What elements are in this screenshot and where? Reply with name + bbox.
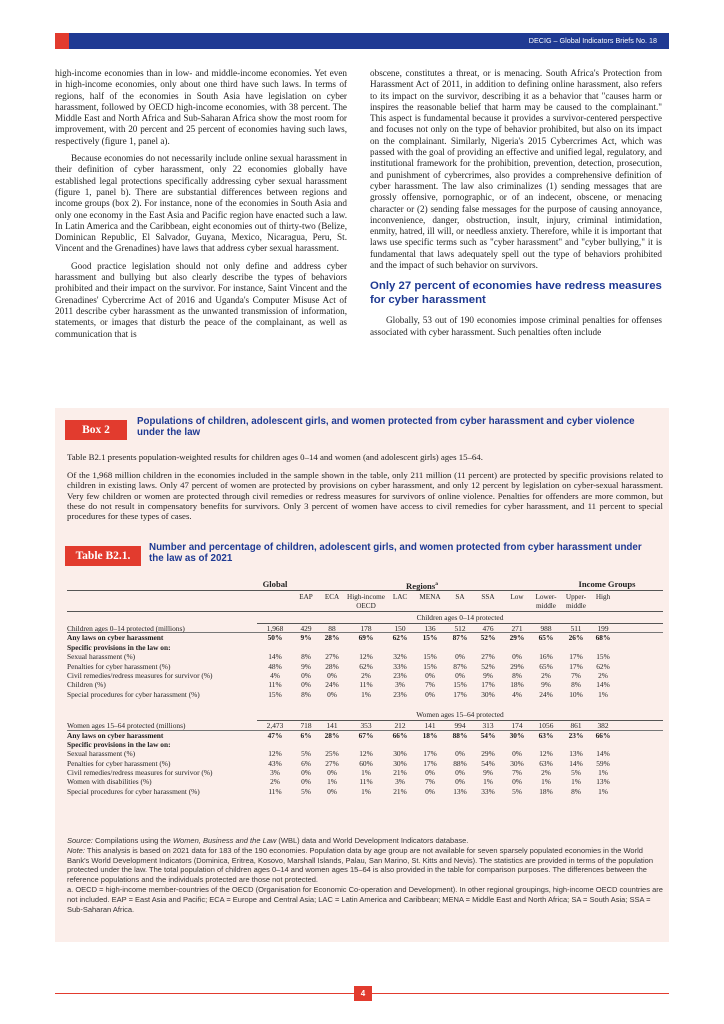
data-table [67, 580, 663, 796]
table-cell: 29% [509, 633, 525, 643]
row-label: Sexual harassment (%) [67, 652, 136, 662]
table-cell: 3% [395, 777, 405, 787]
table-cell: 0% [455, 652, 465, 662]
table-cell: 62% [596, 661, 610, 671]
table-cell: 512 [454, 624, 466, 633]
table-cell: 32% [393, 652, 407, 662]
box-paragraph: Of the 1,968 million children in the economies included in the sample shown in the table, only 211 million (11 percent) are protected by specific provisions related to children in existing laws. Only 47 percent of women are protected by provisions on cyber harassment, and only 12 percent by legislation on cyber-sexual harassment. Very few children or women are protected through civil remedies or redress measures for survivors of online violence. Penalties for offenders are more common, but these do not result in compensatory benefits for survivors. Only 3 percent of women have access to civil remedies for cyber harassment, and 11 percent to special procedures for these types of cases. [67, 470, 663, 522]
table-cell: 18% [539, 786, 553, 796]
box-label: Box 2 [65, 420, 127, 440]
table-cell: 48% [268, 661, 282, 671]
table-cell: 2% [598, 670, 608, 680]
table-cell: 15% [423, 661, 437, 671]
table-cell: 5% [301, 786, 311, 796]
table-cell: 87% [452, 633, 468, 643]
header-accent [55, 33, 69, 49]
table-cell: 13% [569, 749, 583, 759]
table-cell: 150 [394, 624, 406, 633]
table-cell: 8% [571, 786, 581, 796]
table-cell: 17% [481, 680, 495, 690]
table-cell: 1% [598, 768, 608, 778]
table-cell: 5% [301, 749, 311, 759]
table-cell: 2% [541, 768, 551, 778]
table-cell: 33% [481, 786, 495, 796]
table-cell: 0% [425, 768, 435, 778]
table-cell: 17% [569, 661, 583, 671]
table-cell: 10% [569, 689, 583, 699]
table-cell: 0% [425, 670, 435, 680]
table-cell: 13% [596, 777, 610, 787]
table-cell: 17% [569, 652, 583, 662]
table-cell: 511 [570, 624, 582, 633]
table-cell: 54% [481, 758, 495, 768]
table-cell: 212 [394, 721, 406, 731]
table-title: Number and percentage of children, adolescent girls, and women protected from cyber harassment under the law as of 2021 [149, 542, 642, 565]
table-cell: 0% [327, 689, 337, 699]
table-cell: 88% [452, 730, 468, 740]
table-cell: 6% [300, 730, 312, 740]
table-row [67, 624, 663, 633]
table-cell: 12% [359, 749, 373, 759]
table-cell: 3% [395, 680, 405, 690]
source-note: Source: Compilations using the Women, Business and the Law (WBL) data and World Development Indicators database. [67, 836, 469, 845]
table-cell: 27% [325, 758, 339, 768]
table-row [67, 768, 663, 777]
table-cell: 30% [393, 749, 407, 759]
table-cell: 15% [596, 652, 610, 662]
table-cell: 8% [301, 652, 311, 662]
table-cell: 28% [324, 633, 340, 643]
table-cell: 0% [327, 768, 337, 778]
table-cell: 1% [541, 777, 551, 787]
table-cell: 29% [510, 661, 524, 671]
table-cell: 178 [360, 624, 372, 633]
column-header: High-income OECD [347, 593, 385, 610]
table-cell: 14% [569, 758, 583, 768]
group-income: Income Groups [578, 579, 636, 589]
table-cell: 88% [453, 758, 467, 768]
page-number: 4 [354, 986, 372, 1001]
table-cell: 13% [453, 786, 467, 796]
table-cell: 718 [300, 721, 312, 731]
column-header: SSA [481, 593, 495, 601]
table-cell: 8% [301, 689, 311, 699]
table-cell: 0% [425, 689, 435, 699]
table-cell: 26% [568, 633, 584, 643]
table-cell: 136 [424, 624, 436, 633]
row-label: Civil remedies/redress measures for survivor (%) [67, 768, 213, 778]
table-cell: 66% [392, 730, 408, 740]
row-label: Penalties for cyber harassment (%) [67, 661, 171, 671]
table-row [67, 721, 663, 730]
table-cell: 52% [480, 633, 496, 643]
table-cell: 17% [453, 689, 467, 699]
table-row [67, 652, 663, 661]
table-cell: 47% [267, 730, 283, 740]
column-header: LAC [392, 593, 408, 601]
table-label: Table B2.1. [65, 546, 141, 566]
table-cell: 17% [423, 758, 437, 768]
table-cell: 12% [359, 652, 373, 662]
table-cell: 0% [327, 786, 337, 796]
table-cell: 15% [268, 689, 282, 699]
table-cell: 1% [361, 786, 371, 796]
table-cell: 68% [595, 633, 611, 643]
table-cell: 0% [301, 777, 311, 787]
table-cell: 24% [325, 680, 339, 690]
table-row [67, 749, 663, 758]
table-cell: 62% [392, 633, 408, 643]
table-cell: 11% [359, 777, 373, 787]
table-cell: 0% [455, 749, 465, 759]
table-cell: 23% [568, 730, 584, 740]
table-cell: 3% [270, 768, 280, 778]
table-cell: 30% [481, 689, 495, 699]
table-cell: 18% [422, 730, 438, 740]
table-cell: 861 [570, 721, 582, 731]
section-heading: Only 27 percent of economies have redress measures for cyber harassment [370, 280, 662, 307]
table-row [67, 671, 663, 680]
row-label: Children ages 0–14 protected (millions) [67, 624, 185, 633]
table-cell: 17% [423, 749, 437, 759]
table-cell: 0% [512, 749, 522, 759]
table-cell: 11% [359, 680, 373, 690]
table-cell: 23% [393, 689, 407, 699]
women-rows [67, 721, 663, 796]
table-cell: 69% [358, 633, 374, 643]
row-label: Special procedures for cyber harassment (%) [67, 689, 200, 699]
table-cell: 62% [359, 661, 373, 671]
table-cell: 1% [361, 689, 371, 699]
table-cell: 8% [571, 680, 581, 690]
table-cell: 271 [511, 624, 523, 633]
table-cell: 24% [539, 689, 553, 699]
table-cell: 66% [595, 730, 611, 740]
table-cell: 0% [455, 768, 465, 778]
table-cell: 199 [597, 624, 609, 633]
table-cell: 5% [512, 786, 522, 796]
table-cell: 1% [598, 689, 608, 699]
table-notes [67, 836, 663, 914]
table-cell: 0% [512, 777, 522, 787]
children-rows [67, 624, 663, 699]
table-cell: 2% [541, 670, 551, 680]
table-row [67, 731, 663, 740]
table-cell: 11% [268, 680, 282, 690]
table-cell: 994 [454, 721, 466, 731]
table-cell: 65% [539, 661, 553, 671]
table-cell: 141 [424, 721, 436, 731]
column-header: SA [455, 593, 465, 601]
right-column [370, 68, 662, 344]
table-row [67, 777, 663, 786]
table-cell: 2% [270, 777, 280, 787]
table-cell: 174 [511, 721, 523, 731]
table-cell: 14% [268, 652, 282, 662]
group-regions: Regions$^a$ [406, 580, 438, 591]
table-cell: 1056 [538, 721, 554, 731]
table-cell: 0% [425, 786, 435, 796]
paragraph: obscene, constitutes a threat, or is menacing. South Africa's Protection from Harassment Act of 2011, in addition to defining online harassment, also refers to its impact on the survivor, describing it as a behavior that "causes harm or inspires the reasonable belief that harm may be caused to the complainant." This aspect is fundamental because it provides a survivor-centered perspective and focuses not only on the type of behavior prohibited, but also on its impact on the complainant. Similarly, Nigeria's 2015 Cybercrimes Act, which was passed with the goal of providing an effective and unified legal, regulatory, and institutional framework for the prohibition, prevention, detection, prosecution, and punishment of cybercrimes, also provides a comprehensive definition of cyber harassment. The law also criminalizes (1) sending messages that are grossly offensive, pornographic, or of an indecent, obscene, or menacing character or (2) sending false messages for the purpose of causing annoyance, inconvenience, danger, obstruction, insult, injury, criminal intimidation, enmity, hatred, ill will, or needless anxiety. Therefore, while it is important that laws use specific terms such as "cyber harassment" and "cyber bullying," it is fundamental that laws adequately spell out the type of behaviors prohibited and the impact of such behavior on survivors. [370, 68, 662, 271]
table-cell: 15% [453, 680, 467, 690]
table-cell: 0% [301, 680, 311, 690]
table-cell: 7% [425, 777, 435, 787]
table-cell: 2,473 [266, 721, 284, 731]
table-cell: 7% [512, 768, 522, 778]
footnote-a: a. OECD = high-income member-countries of the OECD (Organisation for Economic Co-operation and Development). In other regional groupings, high-income OECD countries are not included. EAP = East Asia and Pacific; ECA = Europe and Central Asia; LAC = Latin America and Caribbean; MENA = Middle East and North Africa; SA = South Asia; SSA = Sub-Saharan Africa. [67, 884, 663, 914]
column-header: Lower-middle [535, 593, 557, 610]
table-cell: 1% [598, 786, 608, 796]
table-cell: 21% [393, 786, 407, 796]
row-label: Civil remedies/redress measures for survivor (%) [67, 670, 213, 680]
paragraph: high-income economies than in low- and middle-income economies. Yet even in high-income economies, only about one third have such laws. In terms of regions, half of the economies in South Asia have legislation on cyber harassment, followed by OECD high-income economies, with 38 percent. The Middle East and North Africa and Sub-Saharan Africa show the most room for improvement, with 20 percent and 25 percent of economies having such laws, respectively (figure 1, panel a). [55, 68, 347, 146]
table-cell: 15% [422, 633, 438, 643]
table-cell: 1% [571, 777, 581, 787]
table-cell: 25% [325, 749, 339, 759]
table-cell: 30% [510, 758, 524, 768]
note-text: Note: This analysis is based on 2021 data for 183 of the 190 economies. Population data by age group are not available for seven sparsely populated economies in the World Bank's World Development Indicators (Dominica, Eritrea, Kosovo, Marshall Islands, Palau, San Marino, St. Kitts and Nevis). The statistics are provided in terms of the population protected under the law. The total population of children ages 0–14 and women ages 15–64 is also provided in the table for comparison purposes. The differences between the reference populations and the individuals protected are those not protected. [67, 845, 654, 885]
table-cell: 5% [571, 768, 581, 778]
table-row [67, 662, 663, 671]
header-title: DECIG – Global Indicators Briefs No. 18 [69, 33, 669, 49]
table-cell: 382 [597, 721, 609, 731]
table-cell: 88 [328, 624, 336, 633]
table-cell: 476 [482, 624, 494, 633]
table-cell: 65% [538, 633, 554, 643]
table-row [67, 643, 663, 652]
table-row [67, 787, 663, 796]
table-cell: 54% [480, 730, 496, 740]
table-cell: 988 [540, 624, 552, 633]
table-cell: 87% [453, 661, 467, 671]
table-cell: 1% [327, 777, 337, 787]
table-cell: 21% [393, 768, 407, 778]
row-label: Any laws on cyber harassment [67, 730, 164, 740]
column-header: MENA [419, 593, 441, 601]
table-cell: 27% [481, 652, 495, 662]
paragraph: Because economies do not necessarily include online sexual harassment in their definition of cyber harassment, only 22 economies globally have established legal protections specifically addressing cyber sexual harassment (figure 1, panel b). There are substantial differences between regions and income groups (box 2). For instance, none of the economies in South Asia and only one economy in the East Asia and Pacific region have enacted such a law. In Latin America and the Caribbean, eight economies out of thirty-two (Belize, Dominican Republic, El Salvador, Guyana, Mexico, Nicaragua, Peru, St. Vincent and the Grenadines) have laws that address cyber sexual harassment. [55, 153, 347, 254]
row-label: Sexual harassment (%) [67, 749, 136, 759]
header-bar [55, 33, 669, 49]
row-label: Women with disabilities (%) [67, 777, 152, 787]
table-cell: 67% [358, 730, 374, 740]
table-cell: 12% [268, 749, 282, 759]
row-label: Specific provisions in the law on: [67, 642, 171, 652]
table-cell: 1,968 [266, 624, 284, 633]
table-row [67, 759, 663, 768]
row-label: Any laws on cyber harassment [67, 633, 164, 643]
row-label: Penalties for cyber harassment (%) [67, 758, 171, 768]
box-2 [55, 408, 669, 942]
table-cell: 63% [539, 758, 553, 768]
column-header: High [595, 593, 611, 601]
table-cell: 429 [300, 624, 312, 633]
column-header: EAP [299, 593, 313, 601]
left-column [55, 68, 347, 346]
table-group-header [67, 580, 663, 591]
table-row [67, 680, 663, 689]
table-cell: 1% [361, 768, 371, 778]
box-paragraph: Table B2.1 presents population-weighted results for children ages 0–14 and women (and adolescent girls) ages 15–64. [67, 452, 483, 462]
row-label: Special procedures for cyber harassment (%) [67, 786, 200, 796]
table-cell: 7% [571, 670, 581, 680]
group-global: Global [262, 579, 288, 589]
table-cell: 0% [455, 670, 465, 680]
table-cell: 8% [512, 670, 522, 680]
table-cell: 9% [483, 768, 493, 778]
table-cell: 353 [360, 721, 372, 731]
paragraph: Good practice legislation should not only define and address cyber harassment and bullying but also clearly describe the types of behaviors prohibited and their impact on the survivor. For instance, Saint Vincent and the Grenadines' Cybercrime Act of 2016 and Uganda's Computer Misuse Act of 2011 describe cyber harassment as the unwanted transmission of information, statements, or images that disturb the peace of the complainant, as well as communication that is [55, 260, 347, 339]
table-cell: 2% [361, 670, 371, 680]
row-label: Children (%) [67, 680, 106, 690]
table-cell: 9% [300, 633, 312, 643]
table-row [67, 690, 663, 699]
column-header: ECA [324, 593, 340, 601]
table-cell: 313 [482, 721, 494, 731]
table-cell: 59% [596, 758, 610, 768]
row-label: Women ages 15–64 protected (millions) [67, 721, 186, 731]
box-title: Populations of children, adolescent girls, and women protected from cyber harassment and cyber violence under the law [137, 416, 635, 439]
table-cell: 28% [325, 661, 339, 671]
table-cell: 50% [267, 633, 283, 643]
table-cell: 33% [393, 661, 407, 671]
table-cell: 6% [301, 758, 311, 768]
table-column-header [67, 591, 663, 612]
paragraph: Globally, 53 out of 190 economies impose criminal penalties for offenses associated with cyber harassment. Such penalties often include [370, 315, 662, 337]
table-row [67, 740, 663, 749]
table-cell: 0% [301, 670, 311, 680]
table-cell: 7% [425, 680, 435, 690]
table-cell: 4% [270, 670, 280, 680]
table-cell: 14% [596, 749, 610, 759]
table-cell: 0% [301, 768, 311, 778]
table-cell: 16% [539, 652, 553, 662]
column-header: Upper-middle [565, 593, 587, 610]
table-cell: 9% [483, 670, 493, 680]
table-cell: 28% [324, 730, 340, 740]
table-cell: 9% [301, 661, 311, 671]
table-cell: 9% [541, 680, 551, 690]
table-cell: 27% [325, 652, 339, 662]
table-cell: 12% [539, 749, 553, 759]
table-cell: 0% [327, 670, 337, 680]
table-cell: 11% [268, 786, 282, 796]
column-header: Low [510, 593, 524, 601]
table-cell: 30% [509, 730, 525, 740]
table-cell: 60% [359, 758, 373, 768]
table-cell: 0% [512, 652, 522, 662]
table-cell: 29% [481, 749, 495, 759]
table-cell: 4% [512, 689, 522, 699]
table-cell: 63% [538, 730, 554, 740]
table-cell: 43% [268, 758, 282, 768]
row-label: Specific provisions in the law on: [67, 739, 171, 749]
table-cell: 30% [393, 758, 407, 768]
section-band-children: Children ages 0–14 protected [257, 612, 663, 624]
table-cell: 0% [455, 777, 465, 787]
table-cell: 23% [393, 670, 407, 680]
table-cell: 1% [483, 777, 493, 787]
section-band-women: Women ages 15–64 protected [257, 709, 663, 721]
table-row [67, 633, 663, 642]
table-cell: 15% [423, 652, 437, 662]
table-cell: 52% [481, 661, 495, 671]
table-cell: 141 [326, 721, 338, 731]
table-cell: 18% [510, 680, 524, 690]
table-cell: 14% [596, 680, 610, 690]
